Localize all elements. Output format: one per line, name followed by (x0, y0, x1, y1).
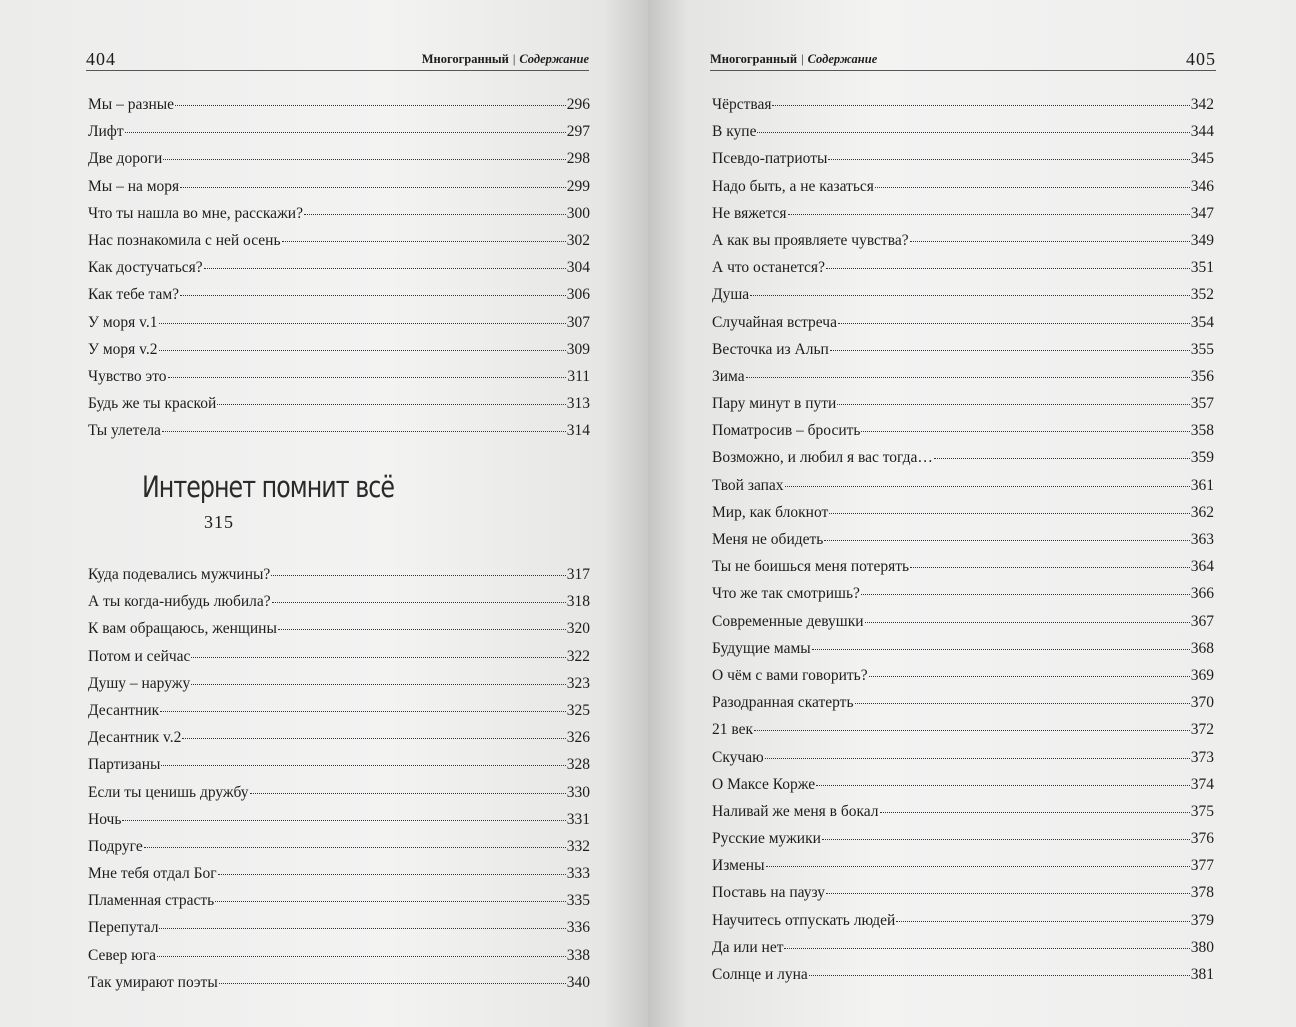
toc-entry-title: У моря v.1 (88, 313, 158, 331)
toc-entry-page: 378 (1190, 884, 1214, 902)
running-head (422, 52, 589, 70)
toc-entry-page: 374 (1190, 775, 1214, 793)
toc-entry-page: 377 (1190, 857, 1214, 875)
toc-entry-title: О чём с вами говорить? (712, 666, 868, 684)
toc-dot-leader (157, 955, 566, 957)
toc-entry (88, 341, 590, 368)
toc-entry-page: 297 (566, 123, 590, 141)
toc-entry (712, 477, 1214, 504)
toc-dot-leader (861, 430, 1189, 432)
toc-entry-title: Псевдо-патриоты (712, 150, 828, 168)
right-page (648, 0, 1296, 1027)
toc-entry (88, 892, 590, 919)
toc-entry-page: 351 (1190, 259, 1214, 277)
toc-entry-page: 367 (1190, 612, 1214, 630)
toc-entry-title: Душу – наружу (88, 674, 191, 692)
toc-entry (88, 702, 590, 729)
toc-entry-page: 380 (1190, 938, 1214, 956)
toc-entry-page: 299 (566, 177, 590, 195)
toc-dot-leader (934, 457, 1190, 459)
toc-entry-title: Потом и сейчас (88, 647, 191, 665)
toc-entry (88, 675, 590, 702)
toc-entry-page: 357 (1190, 395, 1214, 413)
toc-entry (712, 205, 1214, 232)
toc-entry-title: Север юга (88, 946, 156, 964)
toc-entry-page: 363 (1190, 531, 1214, 548)
toc-entry-page: 369 (1190, 666, 1214, 684)
section-title: Интернет помнит всё (142, 470, 394, 504)
toc-dot-leader (218, 873, 566, 875)
toc-dot-leader (809, 974, 1190, 976)
toc-entry-title: Случайная встреча (712, 313, 837, 331)
toc-entry-title: Ночь (88, 810, 122, 828)
toc-entry-title: Душа (712, 286, 750, 304)
toc-dot-leader (204, 267, 566, 269)
toc-entry-page: 354 (1190, 313, 1214, 331)
toc-entry (712, 558, 1214, 585)
toc-entry-title: Современные девушки (712, 612, 864, 630)
toc-entry-page: 326 (566, 729, 590, 747)
toc-dot-leader (160, 710, 566, 712)
toc-entry (712, 640, 1214, 667)
toc-entry-page: 381 (1190, 966, 1214, 983)
toc-entry (88, 729, 590, 756)
toc-dot-leader (838, 322, 1190, 324)
toc-dot-leader (765, 757, 1190, 759)
toc-entry-title: Партизаны (88, 756, 161, 774)
toc-entry-page: 362 (1190, 503, 1214, 521)
toc-dot-leader (880, 811, 1190, 813)
toc-entry (712, 259, 1214, 286)
toc-dot-leader (159, 349, 566, 351)
toc-entry-page: 318 (566, 593, 590, 611)
running-head-separator: | (512, 52, 516, 66)
toc-dot-leader (910, 240, 1190, 242)
running-head-separator: | (801, 52, 804, 66)
toc-entry-page: 349 (1190, 231, 1214, 249)
toc-entry (712, 422, 1214, 449)
toc-entry-page: 300 (566, 204, 590, 222)
toc-entry (712, 939, 1214, 966)
toc-dot-leader (159, 322, 566, 324)
toc-dot-leader (161, 764, 565, 766)
toc-dot-leader (757, 131, 1189, 133)
toc-dot-leader (910, 566, 1190, 568)
toc-entry-page: 325 (566, 701, 590, 719)
toc-entry-page: 332 (566, 837, 590, 855)
toc-entry-title: Поматросив – бросить (712, 422, 861, 440)
section-heading (88, 470, 588, 533)
toc-entry (88, 838, 590, 865)
toc-entry-title: Мне тебя отдал Бог (88, 865, 217, 883)
toc-entry-page: 338 (566, 946, 590, 964)
toc-entry-page: 322 (566, 647, 590, 665)
toc-entry-page: 306 (566, 286, 590, 304)
running-head-section: Содержание (807, 52, 878, 66)
toc-dot-leader (180, 294, 566, 296)
toc-dot-leader (754, 729, 1190, 731)
toc-entry (712, 531, 1214, 558)
toc-entry (712, 504, 1214, 531)
toc-dot-leader (750, 294, 1190, 296)
toc-entry-title: Куда подевались мужчины? (88, 566, 271, 583)
toc-entry-title: Возможно, и любил я вас тогда… (712, 449, 933, 467)
toc-entry-page: 359 (1190, 449, 1214, 467)
toc-dot-leader (875, 186, 1190, 188)
toc-dot-leader (746, 376, 1190, 378)
toc-entry (88, 784, 590, 811)
toc-entry-title: Будь же ты краской (88, 395, 217, 413)
toc-entry (712, 830, 1214, 857)
toc-dot-leader (869, 675, 1190, 677)
toc-entry-title: А что останется? (712, 259, 825, 277)
toc-dot-leader (122, 819, 565, 821)
toc-entry (88, 286, 590, 313)
toc-entry-page: 356 (1190, 367, 1214, 385)
toc-entry (88, 974, 590, 1001)
toc-entry-title: Нас познакомила с ней осень (88, 231, 281, 249)
toc-entry (88, 123, 590, 150)
toc-entry (712, 884, 1214, 911)
toc-entry (88, 259, 590, 286)
toc-entry-title: Не вяжется (712, 204, 787, 222)
toc-entry (712, 694, 1214, 721)
toc-entry-page: 331 (566, 810, 590, 828)
toc-dot-leader (282, 240, 566, 242)
toc-entry-title: У моря v.2 (88, 340, 158, 358)
toc-entry-page: 333 (566, 865, 590, 883)
toc-dot-leader (250, 792, 566, 794)
toc-entry-title: Разодранная скатерть (712, 694, 854, 712)
toc-entry (712, 341, 1214, 368)
toc-entry (88, 620, 590, 647)
toc-dot-leader (766, 865, 1190, 867)
toc-entry-title: Мы – разные (88, 96, 175, 113)
toc-entry-title: Ты не боишься меня потерять (712, 558, 910, 576)
toc-dot-leader (182, 737, 565, 739)
toc-dot-leader (175, 104, 566, 106)
toc-entry-title: Так умирают поэты (88, 973, 218, 991)
toc-dot-leader (168, 376, 567, 378)
toc-entry-title: Русские мужики (712, 830, 821, 848)
toc-entry-page: 368 (1190, 639, 1214, 657)
toc-entry (712, 585, 1214, 612)
toc-dot-leader (785, 485, 1190, 487)
toc-entry-page: 361 (1190, 476, 1214, 494)
page-number: 404 (86, 49, 116, 69)
toc-entry-page: 344 (1190, 123, 1214, 141)
toc-entry-page: 375 (1190, 802, 1214, 820)
toc-entry (712, 286, 1214, 313)
toc-entry-page: 304 (566, 259, 590, 277)
toc-entry (712, 449, 1214, 476)
toc-entry (712, 150, 1214, 177)
toc-entry (712, 749, 1214, 776)
toc-entry-page: 376 (1190, 830, 1214, 848)
toc-entry (712, 395, 1214, 422)
running-head-book: Многогранный (710, 52, 798, 66)
toc-entry (88, 648, 590, 675)
toc-entry-title: 21 век (712, 721, 754, 739)
toc-entry-title: Будущие мамы (712, 639, 811, 657)
toc-dot-leader (816, 784, 1190, 786)
toc-entry-page: 311 (567, 367, 590, 385)
toc-entry-title: Скучаю (712, 748, 764, 766)
toc-entry-title: Десантник (88, 701, 160, 719)
toc-dot-leader (822, 838, 1190, 840)
toc-entry (88, 205, 590, 232)
toc-entry-title: Чувство это (88, 367, 167, 385)
toc-dot-leader (826, 892, 1190, 894)
toc-entry-title: Меня не обидеть (712, 531, 824, 548)
toc-entry-title: А ты когда-нибудь любила? (88, 593, 271, 611)
toc-entry (712, 232, 1214, 259)
toc-entry (88, 314, 590, 341)
toc-entry-title: Мы – на моря (88, 177, 180, 195)
toc-entry-title: Как тебе там? (88, 286, 180, 304)
toc-entry-page: 366 (1190, 585, 1214, 603)
toc-dot-leader (824, 539, 1189, 541)
toc-entry (88, 232, 590, 259)
toc-entry (712, 613, 1214, 640)
toc-entry (712, 368, 1214, 395)
toc-dot-leader (828, 158, 1189, 160)
toc-list-bottom (88, 566, 590, 1001)
toc-dot-leader (812, 648, 1190, 650)
toc-dot-leader (788, 213, 1190, 215)
toc-entry-title: Зима (712, 367, 745, 385)
toc-entry-title: Солнце и луна (712, 966, 808, 983)
toc-entry (88, 947, 590, 974)
toc-entry-page: 340 (566, 973, 590, 991)
toc-dot-leader (162, 430, 566, 432)
section-page-number: 315 (204, 512, 234, 532)
toc-entry-page: 330 (566, 783, 590, 801)
toc-dot-leader (272, 601, 566, 603)
toc-dot-leader (829, 512, 1189, 514)
toc-entry-page: 373 (1190, 748, 1214, 766)
toc-entry-title: Наливай же меня в бокал (712, 802, 879, 820)
toc-dot-leader (772, 104, 1189, 106)
toc-dot-leader (896, 920, 1189, 922)
toc-entry (712, 966, 1214, 993)
toc-entry (88, 919, 590, 946)
toc-entry-title: Весточка из Альп (712, 340, 829, 358)
toc-dot-leader (271, 574, 565, 576)
toc-entry-title: Как достучаться? (88, 259, 203, 277)
toc-dot-leader (837, 403, 1189, 405)
toc-entry-title: Чёрствая (712, 96, 772, 113)
toc-entry-title: Что же так смотришь? (712, 585, 860, 603)
toc-dot-leader (191, 656, 565, 658)
toc-entry-title: Поставь на паузу (712, 884, 826, 902)
toc-entry-page: 379 (1190, 911, 1214, 929)
toc-entry (712, 912, 1214, 939)
page-number: 405 (1186, 49, 1216, 69)
toc-dot-leader (219, 982, 566, 984)
toc-entry-title: Что ты нашла во мне, расскажи? (88, 204, 303, 222)
toc-entry-page: 320 (566, 620, 590, 638)
toc-entry (88, 150, 590, 177)
toc-entry (712, 96, 1214, 123)
toc-entry-page: 336 (566, 919, 590, 937)
toc-entry-page: 372 (1190, 721, 1214, 739)
toc-entry-page: 335 (566, 892, 590, 910)
toc-dot-leader (215, 900, 566, 902)
toc-entry (712, 776, 1214, 803)
toc-entry (712, 857, 1214, 884)
toc-entry-title: Измены (712, 857, 765, 875)
running-head (710, 52, 877, 70)
toc-entry-page: 370 (1190, 694, 1214, 712)
toc-entry (88, 422, 590, 449)
toc-dot-leader (125, 131, 566, 133)
toc-entry-page: 307 (566, 313, 590, 331)
toc-entry-page: 298 (566, 150, 590, 168)
toc-entry-title: Пару минут в пути (712, 395, 837, 413)
toc-dot-leader (304, 213, 566, 215)
toc-entry-page: 302 (566, 231, 590, 249)
toc-entry-page: 358 (1190, 422, 1214, 440)
toc-entry (88, 395, 590, 422)
toc-entry-title: Две дороги (88, 150, 163, 168)
toc-entry (712, 178, 1214, 205)
toc-dot-leader (865, 621, 1190, 623)
toc-entry-title: Подруге (88, 837, 143, 855)
toc-dot-leader (861, 593, 1190, 595)
toc-entry (88, 96, 590, 123)
toc-entry-title: Надо быть, а не казаться (712, 177, 874, 195)
toc-entry-page: 345 (1190, 150, 1214, 168)
toc-entry-page: 342 (1190, 96, 1214, 113)
toc-entry-title: К вам обращаюсь, женщины (88, 620, 277, 638)
toc-entry (712, 123, 1214, 150)
toc-dot-leader (784, 947, 1189, 949)
toc-entry (712, 803, 1214, 830)
toc-entry (88, 593, 590, 620)
toc-entry (88, 756, 590, 783)
toc-entry-title: Да или нет (712, 938, 784, 956)
toc-entry-page: 317 (566, 566, 590, 583)
running-head-section: Содержание (519, 52, 589, 66)
toc-entry-page: 309 (566, 340, 590, 358)
toc-entry-page: 296 (566, 96, 590, 113)
toc-entry-title: Лифт (88, 123, 124, 141)
toc-dot-leader (830, 349, 1190, 351)
toc-entry (88, 865, 590, 892)
toc-entry-title: Пламенная страсть (88, 892, 215, 910)
toc-entry (88, 566, 590, 593)
toc-entry-page: 364 (1190, 558, 1214, 576)
toc-dot-leader (159, 927, 565, 929)
toc-entry-title: Десантник v.2 (88, 729, 182, 747)
toc-dot-leader (180, 186, 566, 188)
toc-entry-title: О Максе Корже (712, 775, 816, 793)
toc-entry-title: Перепутал (88, 919, 159, 937)
toc-entry (88, 811, 590, 838)
toc-entry (88, 368, 590, 395)
toc-entry (712, 314, 1214, 341)
toc-entry-title: Если ты ценишь дружбу (88, 783, 249, 801)
toc-entry-page: 323 (566, 674, 590, 692)
toc-list (712, 96, 1214, 993)
toc-entry-title: Научитесь отпускать людей (712, 911, 896, 929)
toc-entry-page: 352 (1190, 286, 1214, 304)
toc-dot-leader (144, 846, 566, 848)
toc-dot-leader (278, 628, 566, 630)
toc-entry-page: 313 (566, 395, 590, 413)
toc-entry-page: 328 (566, 756, 590, 774)
toc-dot-leader (217, 403, 565, 405)
toc-dot-leader (163, 158, 565, 160)
toc-entry-page: 346 (1190, 177, 1214, 195)
toc-entry-title: Мир, как блокнот (712, 503, 829, 521)
toc-entry-title: А как вы проявляете чувства? (712, 231, 909, 249)
toc-dot-leader (826, 267, 1190, 269)
toc-entry-page: 314 (566, 422, 590, 440)
toc-list-top (88, 96, 590, 449)
toc-entry-page: 347 (1190, 204, 1214, 222)
toc-entry-title: В купе (712, 123, 757, 141)
toc-entry-title: Ты улетела (88, 422, 161, 440)
left-page-header (86, 46, 589, 71)
right-page-header (710, 46, 1216, 71)
toc-entry-title: Твой запах (712, 476, 784, 494)
toc-entry (88, 178, 590, 205)
toc-entry (712, 667, 1214, 694)
toc-entry (712, 721, 1214, 748)
toc-entry-page: 355 (1190, 340, 1214, 358)
toc-dot-leader (191, 683, 566, 685)
running-head-book: Многогранный (421, 52, 509, 66)
toc-dot-leader (855, 702, 1190, 704)
